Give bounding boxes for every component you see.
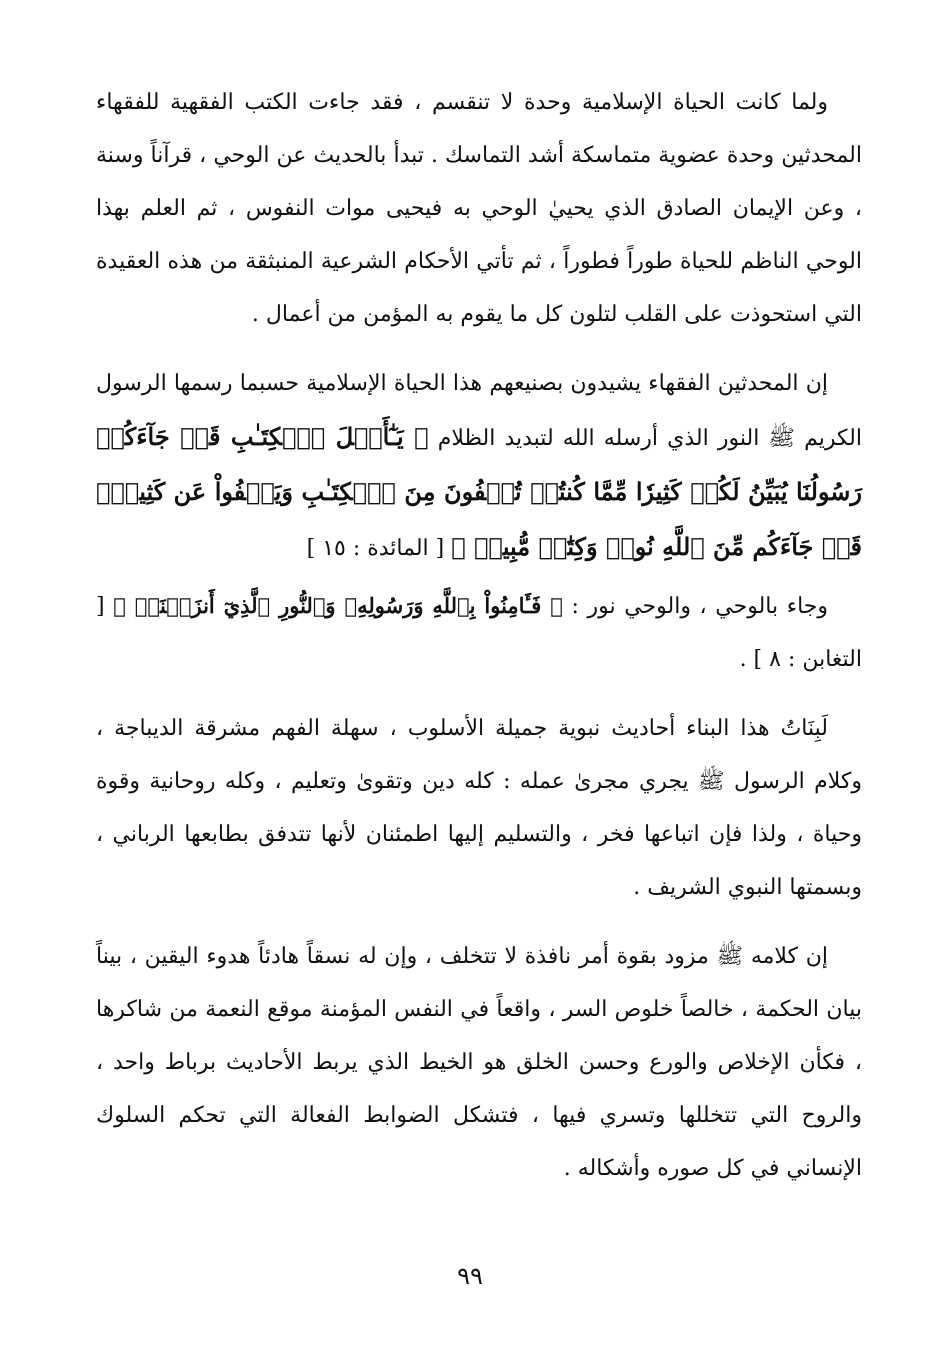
paragraph-4: لَبِنَاتُ هذا البناء أحاديث نبوية جميلة الأسلوب ، سهلة الفهم مشرقة الديباجة ، وكلام الرسول ﷺ يجري مجرىٰ عمله : كله دين وتقوىٰ وتعليم ، وكله روحانية وقوة وحياة ، ولذا فإن اتباعها فخر ، والتسليم إليها اطمئنان لأنها تتدفق بطابعها الرباني ، وبسمتها النبوي الشريف . (96, 716, 862, 900)
quran-verse-taghabun: ﴿ فَـَٔامِنُواْ بِٱللَّهِ وَرَسُولِهِۦ وَٱلنُّورِ ٱلَّذِيٓ أَنزَلۡنَاۚ ﴾ (113, 593, 563, 618)
page-number: ٩٩ (457, 1262, 483, 1290)
paragraph-1: ولما كانت الحياة الإسلامية وحدة لا تنقسم ، فقد جاءت الكتب الفقهية للفقهاء المحدثين وحدة عضوية متماسكة أشد التماسك . تبدأ بالحديث عن الوحي ، قرآناً وسنة ، وعن الإيمان الصادق الذي يحييٰ الوحي به فيحيى موات النفوس ، ثم العلم بهذا الوحي الناظم للحياة طوراً فطوراً ، ثم تأتي الأحكام الشرعية المنبثقة من هذه العقيدة التي استحوذت على القلب لتلون كل ما يقوم به المؤمن من أعمال . (96, 90, 862, 327)
paragraph-5: إن كلامه ﷺ مزود بقوة أمر نافذة لا تتخلف ، وإن له نسقاً هادئاً هدوء اليقين ، بيناً بيان الحكمة ، خالصاً خلوص السر ، واقعاً في النفس المؤمنة موقع النعمة من شاكرها ، فكأن الإخلاص والورع وحسن الخلق هو الخيط الذي يربط الأحاديث برباط واحد ، والروح التي تتخللها وتسري فيها ، فتشكل الضوابط الفعالة التي تحكم السلوك الإنساني في كل صوره وأشكاله . (96, 944, 862, 1181)
quran-verse-maidah: ﴿ يَـٰٓأَهۡلَ ٱلۡكِتَـٰبِ قَدۡ جَآءَكُمۡ رَسُولُنَا يُبَيِّنُ لَكُمۡ كَثِيرٗا مِّمَّا كُنتُمۡ تُخۡفُونَ مِنَ ٱلۡكِتَـٰبِ وَيَعۡفُواْ عَن كَثِيرٖۚ قَدۡ جَآءَكُم مِّنَ ٱللَّهِ نُورٞ وَكِتَٰبٞ مُّبِينٞ ﴾ (96, 422, 862, 561)
verse-reference-taghabun: [ التغابن : ٨ ] . (96, 594, 862, 672)
paragraph-3 (96, 579, 862, 686)
verse-reference-maidah: [ المائدة : ١٥ ] (306, 536, 445, 561)
paragraph-2-text: إن المحدثين الفقهاء يشيدون بصنيعهم هذا الحياة الإسلامية حسبما رسمها الرسول الكريم ﷺ النور الذي أرسله الله لتبديد الظلام (96, 371, 862, 451)
paragraph-2 (96, 357, 862, 575)
paragraph-3-text: وجاء بالوحي ، والوحي نور : (571, 594, 828, 619)
page-body (96, 76, 862, 1211)
